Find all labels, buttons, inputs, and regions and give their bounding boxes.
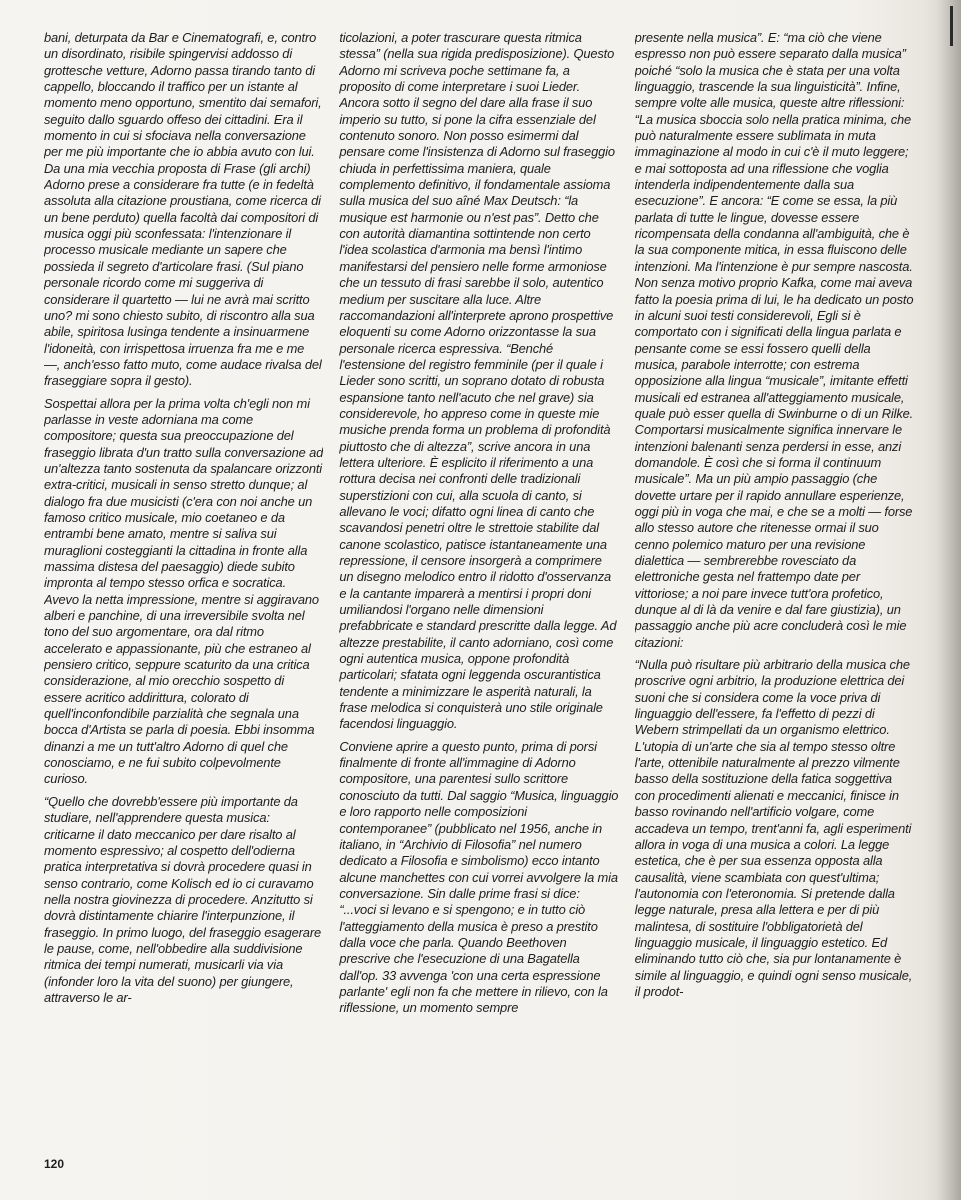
paragraph: “Quello che dovrebb'essere più importante da studiare, nell'apprendere questa musica: criticarne il dato meccanico per dare risalto al momento espressivo; al cospetto dell'odierna pratica interpretativa si dovrà procedere quasi in senso contrario, come Kolisch ed io ci curavamo nella nostra giovinezza di procedere. Anzitutto si dovrà distintamente chiarire l'interpunzione, il fraseggio. In primo luogo, del fraseggio esagerare le pause, come, nell'obbedire alla suddivisione ritmica dei tempi numerati, musicarli via via (infonder loro la vita del suono) per giungere, attraverso le ar- [44,793,321,1005]
text-column-1 [44,30,323,1140]
page-binding-shadow [937,0,961,1200]
paragraph: presente nella musica”. E: “ma ciò che viene espresso non può essere separato dalla musica” poiché “solo la musica che è stata per una volta linguaggio, trascende la sua linguisticità”. Infine, sempre volte alle musica, queste altre riflessioni: “La musica sboccia solo nella pratica minima, che può naturalmente essere sublimata in muta immaginazione al modo in cui c'è il muto leggere; e mai sottoposta ad una riflessione che voglia intenderla indipendentemente dalla sua esecuzione”. E ancora: “E come se essa, la più parlata di tutte le lingue, dovesse essere ricompensata della condanna all'ambiguità, che è la sua componente mitica, in essa fluiscono delle intenzioni. Ma l'intenzione è pur sempre nascosta. Non senza motivo proprio Kafka, come mai aveva fatto la poesia prima di lui, le ha dedicato un posto in alcuni suoi testi considerevoli, Egli si è comportato con i significati della lingua parlata e pensante come se essi fossero quelli della musica, parabole interrotte; con estrema opposizione alla lingua “musicale”, imitante effetti musicali ed estranea all'atteggiamento musicale, quale può esser quella di Swinburne o di un Rilke. Comportarsi musicalmente significa innervare le intenzioni balenanti senza perdersi in esse, anzi domandole. È così che si forma il continuum musicale”. Ma un più ampio passaggio (che dovette urtare per il rapido annullare esperienze, oggi più in voga che mai, e che se a molti — forse allo stesso autore che ritenesse ormai il suo cenno polemico maturo per una revisione dialettica — sembrerebbe rovesciato da elettroniche gesta nel frattempo date per vittoriose; a noi pare invece tutt'ora profetico, dunque al di là da venire e dal fare giustizia), un passaggio anche più acre concluderà così le mie citazioni: [634,30,914,650]
text-column-3 [635,30,914,1140]
paragraph: bani, deturpata da Bar e Cinematografi, e, contro un disordinato, risibile spingervisi addosso di grottesche vetture, Adorno passa tirando tanto di cappello, bloccando il traffico per un istante al momento meno opportuno, smentito dai semafori, seguito dallo sguardo offeso dei cittadini. Era il momento in cui si sfociava nella conversazione per me più importante che io abbia avuto con lui. Da una mia vecchia proposta di Frase (gli archi) Adorno prese a considerare fra tutte (e in fedeltà assoluta alla citazione proustiana, come ricerca di un bene perduto) quella facoltà dai compositori di musica oggi più sconfessata: l'intenzionare il processo musicale mediante un sapere che possieda il segreto d'articolare frasi. (Sul piano personale ricordo come mi suggeriva di considerare il quartetto — lui ne avrà mai scritto uno? mi sono chiesto subito, di riscontro alla sua abile, spiritosa lusinga tendente a insinuarmene l'idoneità, con irrispettosa irruenza fra me e me —, anch'esso fatto muto, come audace rivalsa del fraseggiare sopra il gesto). [44,30,322,389]
page-number: 120 [44,1157,65,1171]
paragraph: “Nulla può risultare più arbitrario della musica che proscrive ogni arbitrio, la produzione elettrica dei suoni che si considera come la voce priva di linguaggio dell'essere, fa l'effetto di pezzi di Webern strimpellati da un organismo elettrico. L'utopia di un'arte che sia al tempo stesso oltre l'arte, ottenibile naturalmente al prezzo vilmente basso della sostituzione della fatica soggettiva con procedimenti alienati e meccanici, finisce in basso rovinando nell'artificio volgare, come accadeva un tempo, trent'anni fa, agli esperimenti allora in voga di una musica a colori. La legge estetica, che è per sua essenza opposta alla causalità, viene scambiata con quest'ultima; l'autonomia con l'eteronomia. Si pretende dalla legge naturale, presa alla lettera e per di più malintesa, di sostituire l'obbligatorietà del linguaggio musicale, il linguaggio estetico. Ed eliminando tutto ciò che, sia pur lontanamente è simile al linguaggio, e quindi ogni senso musicale, il prodot- [634,657,913,999]
text-column-2 [339,30,618,1140]
scan-edge-mark [940,6,953,46]
paragraph: Conviene aprire a questo punto, prima di porsi finalmente di fronte all'immagine di Adorno compositore, una parentesi sullo scrittore conosciuto da tutti. Dal saggio “Musica, linguaggio e loro rapporto nelle composizioni contemporanee” (pubblicato nel 1956, anche in italiano, in “Archivio di Filosofia” nel numero dedicato a Filosofia e simbolismo) ecco intanto alcune manchettes con cui vorrei avvolgere la mia conversazione. Sin dalle prime frasi si dice: “...voci si levano e si spengono; e in tutto ciò l'atteggiamento della musica è preso a prestito dalla voce che parla. Quando Beethoven prescrive che l'esecuzione di una Bagatella dall'op. 33 avvenga 'con una certa espressione parlante' egli non fa che mettere in rilievo, con la riflessione, un momento sempre [339,738,619,1016]
paragraph: Sospettai allora per la prima volta ch'egli non mi parlasse in veste adorniana ma come compositore; questa sua preoccupazione del fraseggio librata d'un tratto sulla conversazione ad un'altezza tanto sostenuta da spalancare orizzonti extra-critici, musicali in senso stretto dunque; al dialogo fra due musicisti (c'era con noi anche un famoso critico musicale, mio coetaneo e da entrambi bene amato, mentre si saliva sui muraglioni costeggianti la cittadina in fronte alla massima distesa del paesaggio) diede subito impronta al tempo stesso orfica e socratica. Avevo la netta impressione, mentre si aggiravano alberi e panchine, di una irreversibile svolta nel tono del suo argomentare, ora dal ritmo accelerato e appassionante, più che estraneo al pensiero critico, seppure scaturito da una critica considerazione, al mio orecchio sospetto di essere acritico addirittura, colorato di quell'inconfondibile parzialità che segnala una bocca d'Artista se parla di poesia. Ebbi insomma dinanzi a me un tutt'altro Adorno di quel che conosciamo, e ne fui subito colpevolmente curioso. [44,395,324,787]
text-columns [44,30,914,1140]
paragraph: ticolazioni, a poter trascurare questa ritmica stessa” (nella sua rigida predisposizione). Questo Adorno mi scriveva poche settimane fa, a proposito di come interpretare i suoi Lieder. Ancora sotto il segno del dare alla frase il suo imperio su tutto, si pone la cifra essenziale del contenuto sonoro. Non posso esimermi dal pensare come l'insistenza di Adorno sul fraseggio chiuda in perfettissima maniera, quale complemento definitivo, il fondamentale assioma sulla musica del suo aîné Max Deutsch: “la musique est harmonie ou n'est pas”. Detto che con autorità diamantina sottintende non certo l'idea scolastica d'armonia ma bensì l'intimo manifestarsi del pensiero nelle forme armoniose che un tessuto di frasi sarebbe il solo, autentico medium per suscitare alla luce. Altre raccomandazioni all'interprete aprono prospettive eloquenti su come Adorno orizzontasse la sua personale ricerca espressiva. “Benché l'estensione del registro femminile (per il quale i Lieder sono scritti, un soprano dotato di robusta espansione tanto nell'acuto che nel grave) sia considerevole, ho appreso come in queste mie musiche prenda forma un problema di profondità piuttosto che di altezza”, scrive ancora in una lettera ulteriore. È esplicito il riferimento a una rottura decisa nei confronti delle tradizionali superstizioni con cui, alla scuola di canto, si allevano le voci; difatto ogni linea di canto che scavandosi penetri oltre le strettoie stabilite dal canone scolastico, patisce istantaneamente una repressione, il censore insorgerà a comprimere un disegno melodico entro il ridotto d'osservanza e la cantante imparerà a mentirsi i propri doni umiliandosi l'organo nelle dimensioni prefabbricate e standard prescritte dalla legge. Ad altezze prestabilite, il canto adorniano, così come ogni autentica musica, oppone profondità particolari; sfatata ogni leggenda oscurantistica tendente a minimizzare le asperità naturali, la frase melodica si conquisterà uno stile originale facendosi linguaggio. [339,30,617,732]
